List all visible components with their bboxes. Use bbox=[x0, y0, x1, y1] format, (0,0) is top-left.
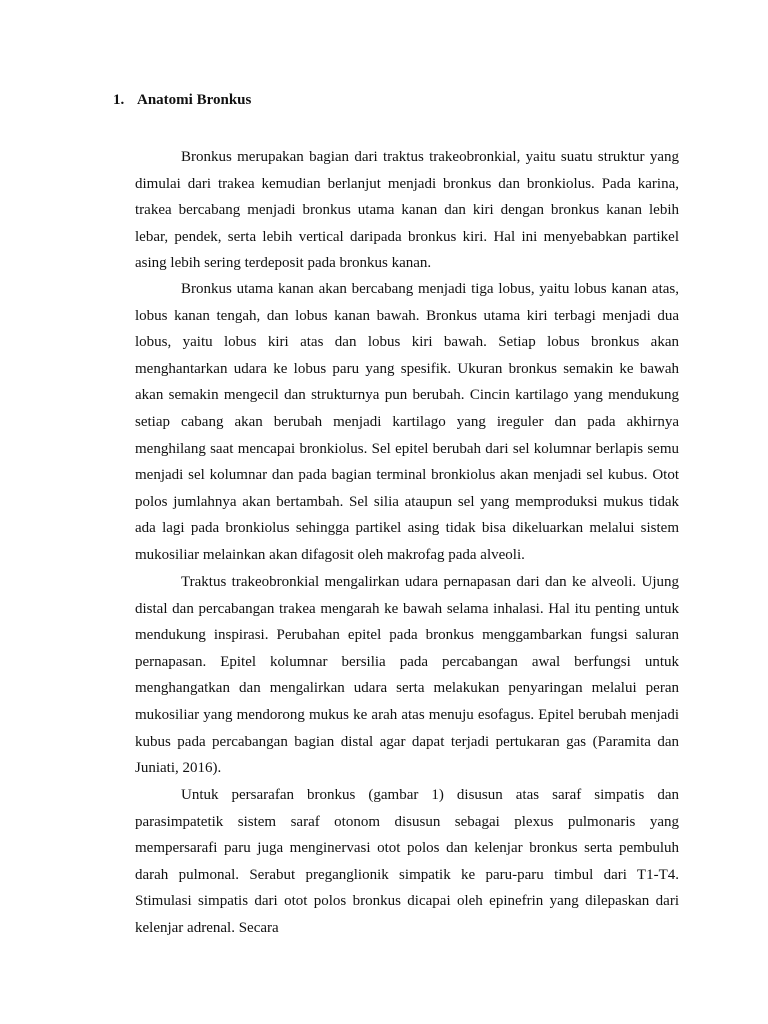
body-paragraph: Traktus trakeobronkial mengalirkan udara pernapasan dari dan ke alveoli. Ujung distal dan percabangan trakea mengarah ke bawah selama inhalasi. Hal itu penting untuk mendukung inspirasi. Perubahan epitel pada bronkus menggambarkan fungsi saluran pernapasan. Epitel kolumnar bersilia pada percabangan awal berfungsi untuk menghangatkan dan mengalirkan udara serta melakukan penyaringan melalui peran mukosiliar yang mendorong mukus ke arah atas menuju esofagus. Epitel berubah menjadi kubus pada percabangan bagian distal agar dapat terjadi pertukaran gas (Paramita dan Juniati, 2016). bbox=[135, 574, 679, 777]
body-paragraph: Bronkus merupakan bagian dari traktus trakeobronkial, yaitu suatu struktur yang dimulai dari trakea kemudian berlanjut menjadi bronkus dan bronkiolus. Pada karina, trakea bercabang menjadi bronkus utama kanan dan kiri dengan bronkus kanan lebih lebar, pendek, serta lebih vertical daripada bronkus kiri. Hal ini menyebabkan partikel asing lebih sering terdeposit pada bronkus kanan. bbox=[135, 149, 679, 272]
section-number: 1. bbox=[113, 92, 125, 108]
body-paragraph: Bronkus utama kanan akan bercabang menjadi tiga lobus, yaitu lobus kanan atas, lobus kanan tengah, dan lobus kanan bawah. Bronkus utama kiri terbagi menjadi dua lobus, yaitu lobus kiri atas dan lobus kiri bawah. Setiap lobus bronkus akan menghantarkan udara ke lobus paru yang spesifik. Ukuran bronkus semakin ke bawah akan semakin mengecil dan strukturnya pun berubah. Cincin kartilago yang mendukung setiap cabang akan berubah menjadi kartilago yang ireguler dan pada akhirnya menghilang saat mencapai bronkiolus. Sel epitel berubah dari sel kolumnar berlapis semu menjadi sel kolumnar dan pada bagian terminal bronkiolus akan menjadi sel kubus. Otot polos jumlahnya akan bertambah. Sel silia ataupun sel yang memproduksi mukus tidak ada lagi pada bronkiolus sehingga partikel asing tidak bisa dikeluarkan melalui sistem mukosiliar melainkan akan difagosit oleh makrofag pada alveoli. bbox=[135, 281, 679, 563]
body-paragraph: Untuk persarafan bronkus (gambar 1) disusun atas saraf simpatis dan parasimpatetik sistem saraf otonom disusun sebagai plexus pulmonaris yang mempersarafi paru juga menginervasi otot polos dan kelenjar bronkus serta pembuluh darah pulmonal. Serabut preganglionik simpatik ke paru-paru timbul dari T1-T4. Stimulasi simpatis dari otot polos bronkus dicapai oleh epinefrin yang dilepaskan dari kelenjar adrenal. Secara bbox=[135, 787, 679, 936]
section-title: Anatomi Bronkus bbox=[137, 92, 252, 108]
section-heading bbox=[113, 92, 251, 109]
